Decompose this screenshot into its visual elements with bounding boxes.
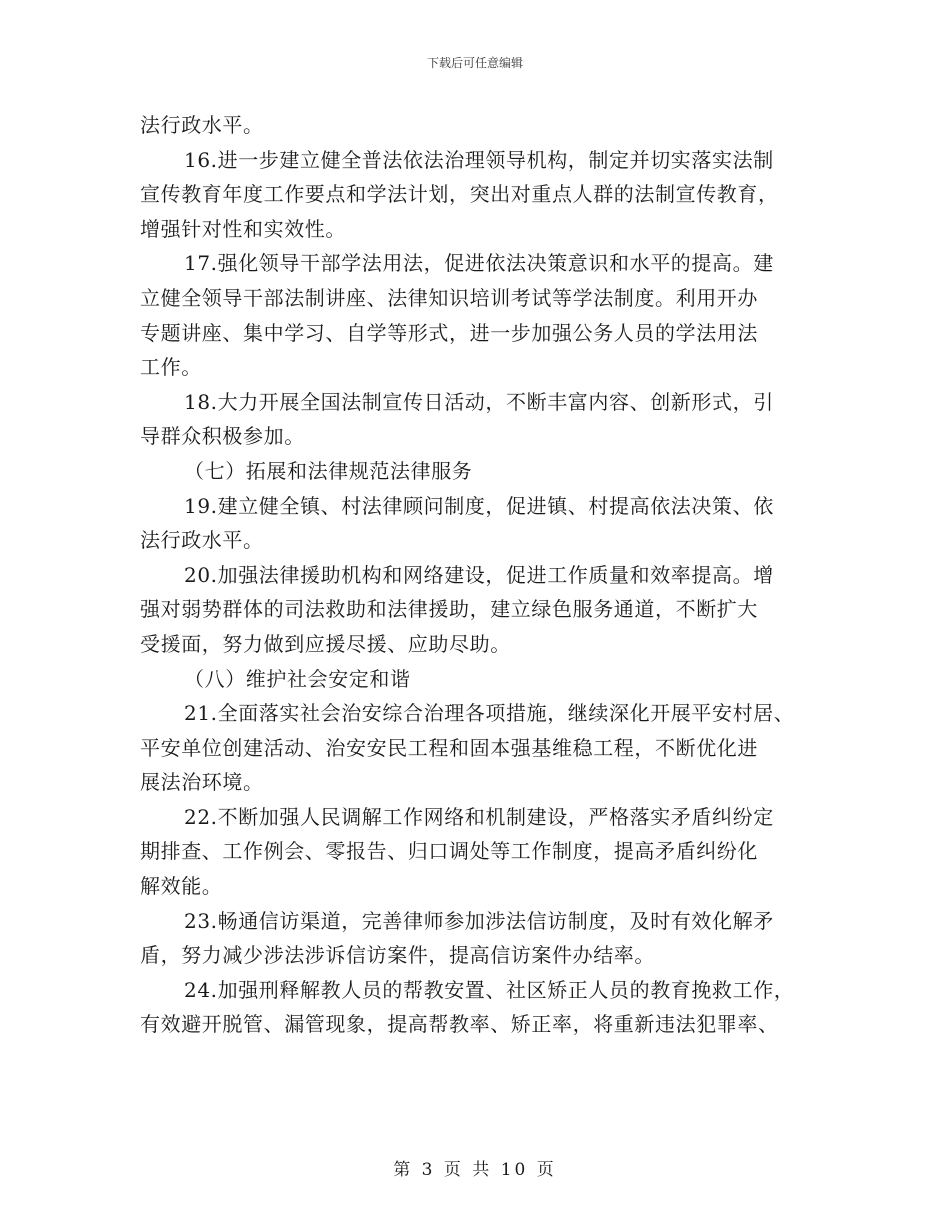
- text-line: 专题讲座、集中学习、自学等形式，进一步加强公务人员的学法用法: [140, 320, 758, 345]
- text-line: 24.加强刑释解教人员的帮教安置、社区矫正人员的教育挽救工作，: [184, 977, 795, 1002]
- text-line: （七）拓展和法律规范法律服务: [184, 458, 473, 483]
- text-line: 法行政水平。: [140, 528, 264, 553]
- text-line: 22.不断加强人民调解工作网络和机制建设，严格落实矛盾纠纷定: [184, 804, 774, 829]
- text-line: 立健全领导干部法制讲座、法律知识培训考试等学法制度。利用开办: [140, 285, 758, 310]
- document-body: [140, 108, 820, 1042]
- text-line: 法行政水平。: [140, 113, 264, 137]
- text-line: 期排查、工作例会、零报告、归口调处等工作制度，提高矛盾纠纷化: [140, 839, 758, 864]
- text-line: 20.加强法律援助机构和网络建设，促进工作质量和效率提高。增: [184, 562, 774, 587]
- text-line: 受援面，努力做到应援尽援、应助尽助。: [140, 631, 511, 656]
- text-line: 强对弱势群体的司法救助和法律援助，建立绿色服务通道，不断扩大: [140, 597, 758, 622]
- text-line: 盾，努力减少涉法涉诉信访案件，提高信访案件办结率。: [140, 943, 655, 968]
- text-line: 有效避开脱管、漏管现象，提高帮教率、矫正率，将重新违法犯罪率、: [140, 1012, 779, 1037]
- text-line: 展法治环境。: [140, 770, 264, 795]
- text-line: 工作。: [140, 355, 202, 380]
- text-line: 16.进一步建立健全普法依法治理领导机构，制定并切实落实法制: [184, 147, 774, 172]
- page-header: 下载后可任意编辑: [426, 56, 523, 70]
- text-line: 宣传教育年度工作要点和学法计划，突出对重点人群的法制宣传教育，: [140, 182, 779, 207]
- text-line: 导群众积极参加。: [140, 424, 305, 449]
- text-line: 平安单位创建活动、治安安民工程和固本强基维稳工程，不断优化进: [140, 735, 758, 760]
- text-line: 17.强化领导干部学法用法，促进依法决策意识和水平的提高。建: [184, 251, 774, 276]
- text-line: 18.大力开展全国法制宣传日活动，不断丰富内容、创新形式，引: [184, 389, 774, 414]
- text-line: 23.畅通信访渠道，完善律师参加涉法信访制度，及时有效化解矛: [184, 908, 774, 933]
- text-line: 增强针对性和实效性。: [140, 216, 346, 241]
- page-footer: 第 3 页 共 10 页: [393, 1160, 557, 1180]
- text-line: 19.建立健全镇、村法律顾问制度，促进镇、村提高依法决策、依: [184, 493, 774, 518]
- text-line: （八）维护社会安定和谐: [184, 666, 411, 691]
- text-line: 21.全面落实社会治安综合治理各项措施，继续深化开展平安村居、: [184, 701, 795, 726]
- text-line: 解效能。: [140, 874, 223, 899]
